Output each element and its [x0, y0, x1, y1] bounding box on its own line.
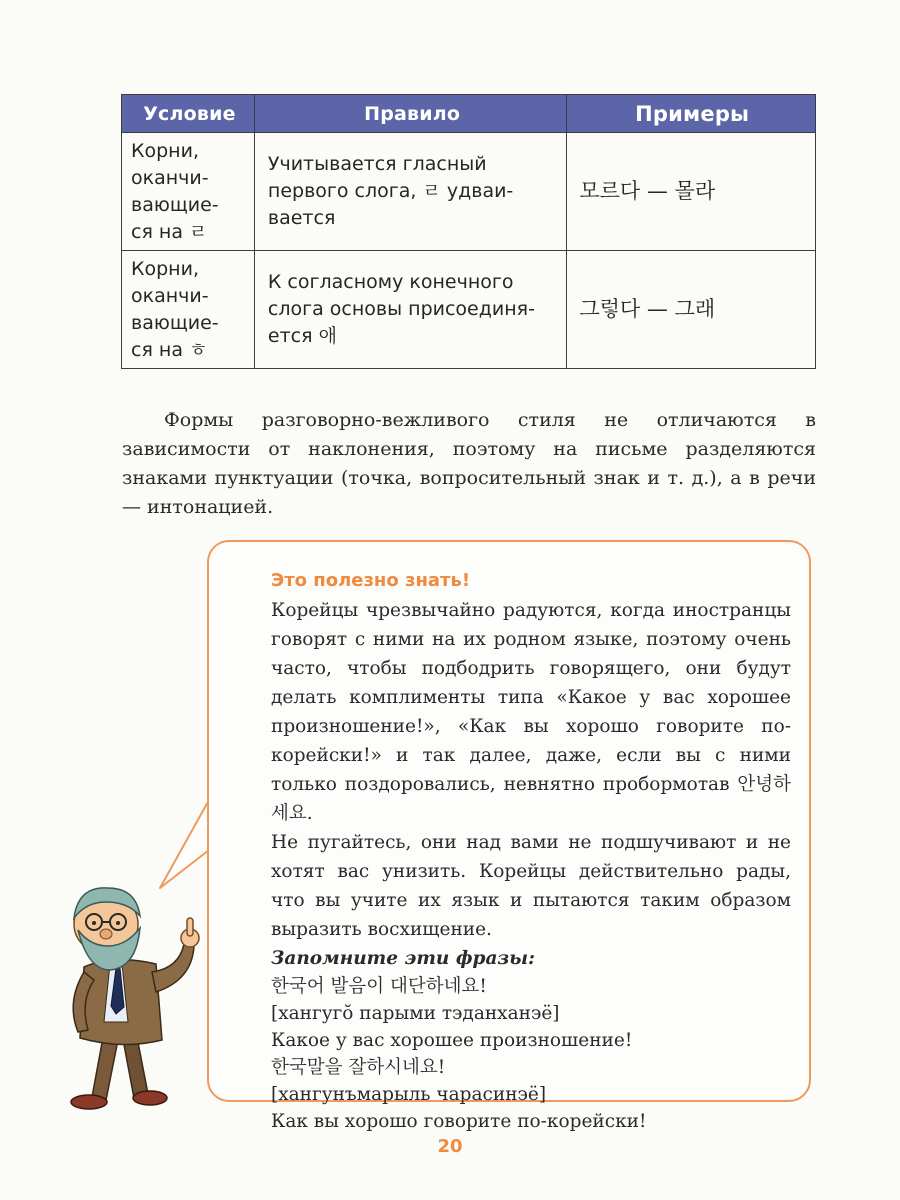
phrase-korean-1: 한국어 발음이 대단하네요! — [271, 976, 487, 997]
condition-line: Корни, — [131, 139, 199, 162]
header-rule: Правило — [254, 95, 566, 133]
rule-line: первого слога, ㄹ удваи- — [267, 180, 514, 202]
rule-line: ется 애 — [267, 325, 337, 347]
rule-cell — [254, 133, 566, 251]
rule-line: слога основы присоединя- — [267, 298, 535, 320]
table-row — [122, 133, 816, 251]
tip-title: Это полезно знать! — [271, 570, 471, 591]
condition-line: вающие- — [131, 311, 219, 334]
example-cell: 모르다 — 몰라 — [567, 133, 816, 251]
table-header-row — [122, 95, 816, 133]
header-condition: Условие — [122, 95, 255, 133]
phrase-translation-2: Как вы хорошо говорите по-корейски! — [271, 1111, 647, 1132]
phrase-transcription-1: [хангугŏ парыми тэданханэё] — [271, 1003, 560, 1024]
phrase-transcription-2: [хангунъмарыль чарасинэё] — [271, 1084, 547, 1105]
tip-callout — [207, 540, 811, 1132]
tip-paragraph-1: Корейцы чрезвычайно радуются, когда иностранцы говорят с ними на их родном языке, поэтому очень часто, чтобы подбодрить говорящего, они будут делать комплименты типа «Какое у вас хорошее произношение!», «Как вы хорошо говорите по-корейски!» и так далее, даже, если вы с ними только поздоровались, невнятно пробормотав 안녕하세요. — [271, 600, 791, 824]
page-number: 20 — [437, 1136, 463, 1157]
rule-cell — [254, 251, 566, 369]
condition-line: вающие- — [131, 193, 219, 216]
condition-line: ся на ㅎ — [131, 338, 208, 361]
memo-title: Запомните эти фразы: — [271, 948, 535, 969]
rules-table — [121, 94, 816, 369]
condition-line: оканчи- — [131, 166, 209, 189]
rule-line: К согласному конечного — [267, 271, 514, 293]
condition-cell — [122, 251, 255, 369]
professor-character-illustration — [44, 872, 214, 1112]
rule-line: вается — [267, 207, 336, 229]
rule-line: Учитывается гласный — [267, 153, 487, 175]
phrase-korean-2: 한국말을 잘하시네요! — [271, 1057, 446, 1078]
phrase-translation-1: Какое у вас хорошее произношение! — [271, 1030, 633, 1051]
header-examples: Примеры — [567, 95, 816, 133]
condition-line: оканчи- — [131, 284, 209, 307]
condition-line: Корни, — [131, 257, 199, 280]
example-cell: 그렇다 — 그래 — [567, 251, 816, 369]
tip-paragraph-2: Не пугайтесь, они над вами не подшучивают и не хотят вас унизить. Корейцы действительно рады, что вы учите их язык и пытаются таким образом выразить восхищение. — [271, 832, 791, 940]
body-paragraph: Формы разговорно-вежливого стиля не отличаются в зависимости от наклонения, поэтому на письме разделяются знаками пунктуации (точка, вопросительный знак и т. д.), а в речи — интонацией. — [122, 409, 816, 518]
callout-content — [271, 566, 791, 1135]
condition-cell — [122, 133, 255, 251]
table-row — [122, 251, 816, 369]
condition-line: ся на ㄹ — [131, 220, 208, 243]
